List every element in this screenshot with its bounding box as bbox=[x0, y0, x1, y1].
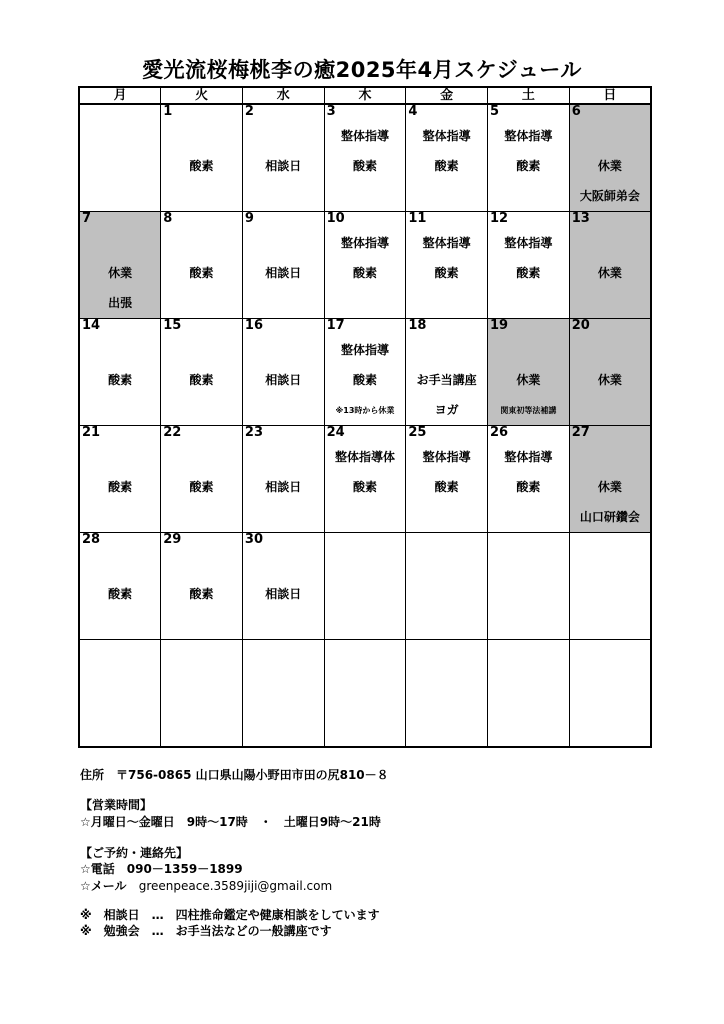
calendar-day-cell bbox=[161, 104, 243, 212]
calendar-day-cell bbox=[242, 640, 324, 748]
calendar-day-cell bbox=[161, 426, 243, 533]
calendar-day-cell bbox=[406, 640, 488, 748]
day-event-2: 休業 bbox=[597, 373, 622, 387]
day-number: 27 bbox=[571, 425, 590, 440]
day-number: 25 bbox=[408, 425, 427, 440]
email-line bbox=[80, 877, 332, 894]
day-event-2: 酸素 bbox=[108, 587, 133, 601]
calendar-day-cell bbox=[488, 640, 570, 748]
calendar-day-cell bbox=[79, 426, 161, 533]
day-event-2: 酸素 bbox=[516, 266, 541, 280]
day-event-3: ヨガ bbox=[434, 403, 459, 417]
email-address[interactable]: greenpeace.3589jiji@gmail.com bbox=[138, 879, 333, 893]
day-number: 13 bbox=[571, 211, 590, 226]
day-event-1: 整体指導 bbox=[340, 343, 389, 357]
day-number: 29 bbox=[163, 532, 182, 547]
calendar-day-cell bbox=[406, 319, 488, 426]
calendar-day-cell bbox=[569, 104, 651, 212]
calendar-week-row bbox=[79, 104, 651, 212]
weekday-fri: 金 bbox=[406, 87, 488, 104]
calendar-day-cell bbox=[79, 212, 161, 319]
day-number: 2 bbox=[244, 104, 254, 119]
day-number: 24 bbox=[326, 425, 345, 440]
day-number: 22 bbox=[163, 425, 182, 440]
calendar-day-cell bbox=[79, 104, 161, 212]
calendar-table bbox=[78, 86, 652, 748]
day-number: 11 bbox=[408, 211, 427, 226]
day-number: 18 bbox=[408, 318, 427, 333]
day-event-2: 休業 bbox=[597, 480, 622, 494]
day-number: 16 bbox=[244, 318, 263, 333]
day-number: 19 bbox=[490, 318, 509, 333]
day-event-2: 相談日 bbox=[265, 587, 302, 601]
day-event-2: 酸素 bbox=[189, 373, 214, 387]
note-consultation: ※ 相談日 … 四柱推命鑑定や健康相談をしています bbox=[80, 908, 380, 922]
weekday-mon: 月 bbox=[79, 87, 161, 104]
calendar-week-row bbox=[79, 212, 651, 319]
day-event-1: 整体指導 bbox=[422, 450, 471, 464]
day-event-3: 山口研鑽会 bbox=[579, 510, 640, 524]
calendar-day-cell bbox=[161, 212, 243, 319]
note-study-group: ※ 勉強会 … お手当法などの一般講座です bbox=[80, 924, 332, 938]
day-event-2: お手当講座 bbox=[416, 373, 477, 387]
day-event-2: 休業 bbox=[516, 373, 541, 387]
day-number: 26 bbox=[490, 425, 509, 440]
day-event-3: ※13時から休業 bbox=[335, 406, 395, 415]
day-event-1: 整体指導 bbox=[504, 450, 553, 464]
calendar-day-cell bbox=[242, 212, 324, 319]
day-event-2: 酸素 bbox=[434, 480, 459, 494]
calendar-day-cell bbox=[406, 533, 488, 640]
calendar-day-cell bbox=[242, 533, 324, 640]
day-number: 21 bbox=[82, 425, 101, 440]
day-number: 7 bbox=[82, 211, 92, 226]
day-event-2: 酸素 bbox=[352, 159, 377, 173]
calendar-week-row bbox=[79, 426, 651, 533]
day-event-2: 酸素 bbox=[352, 373, 377, 387]
calendar-day-cell bbox=[569, 212, 651, 319]
day-event-1: 整体指導 bbox=[504, 129, 553, 143]
calendar-day-cell bbox=[324, 533, 406, 640]
day-event-2: 酸素 bbox=[189, 159, 214, 173]
weekday-sat: 土 bbox=[488, 87, 570, 104]
day-event-2: 酸素 bbox=[434, 159, 459, 173]
day-event-2: 酸素 bbox=[352, 480, 377, 494]
day-event-2: 酸素 bbox=[189, 480, 214, 494]
day-event-2: 酸素 bbox=[516, 159, 541, 173]
calendar-day-cell bbox=[406, 104, 488, 212]
calendar-day-cell bbox=[324, 319, 406, 426]
day-number: 9 bbox=[244, 211, 254, 226]
day-number: 20 bbox=[571, 318, 590, 333]
calendar-day-cell bbox=[406, 426, 488, 533]
day-event-3: 出張 bbox=[108, 296, 133, 310]
weekday-sun: 日 bbox=[569, 87, 651, 104]
day-number: 28 bbox=[82, 532, 101, 547]
address: 住所 〒756-0865 山口県山陽小野田市田の尻810－８ bbox=[80, 768, 389, 782]
day-event-1: 整体指導 bbox=[422, 129, 471, 143]
day-event-3: 関東初等法補講 bbox=[500, 406, 557, 415]
calendar-day-cell bbox=[569, 426, 651, 533]
day-number: 8 bbox=[163, 211, 173, 226]
day-event-2: 酸素 bbox=[189, 266, 214, 280]
email-label: ☆メール bbox=[80, 879, 127, 893]
day-event-3: 大阪師弟会 bbox=[579, 189, 640, 203]
day-event-2: 休業 bbox=[597, 266, 622, 280]
day-event-2: 相談日 bbox=[265, 480, 302, 494]
day-number: 4 bbox=[408, 104, 418, 119]
calendar-day-cell bbox=[488, 212, 570, 319]
day-number: 5 bbox=[490, 104, 500, 119]
weekday-wed: 水 bbox=[242, 87, 324, 104]
day-number: 15 bbox=[163, 318, 182, 333]
day-event-1: 整体指導 bbox=[340, 129, 389, 143]
calendar-day-cell bbox=[569, 533, 651, 640]
weekday-tue: 火 bbox=[161, 87, 243, 104]
day-event-2: 相談日 bbox=[265, 266, 302, 280]
calendar-day-cell bbox=[488, 533, 570, 640]
calendar-day-cell bbox=[324, 640, 406, 748]
day-number: 12 bbox=[490, 211, 509, 226]
calendar-day-cell bbox=[324, 212, 406, 319]
day-event-1: 整体指導 bbox=[504, 236, 553, 250]
day-number: 1 bbox=[163, 104, 173, 119]
contact-heading: 【ご予約・連絡先】 bbox=[80, 846, 189, 860]
calendar-day-cell bbox=[242, 426, 324, 533]
calendar-week-row bbox=[79, 319, 651, 426]
day-event-2: 酸素 bbox=[516, 480, 541, 494]
calendar-day-cell bbox=[324, 104, 406, 212]
day-event-2: 休業 bbox=[597, 159, 622, 173]
day-event-2: 相談日 bbox=[265, 159, 302, 173]
weekday-header-row bbox=[79, 87, 651, 104]
day-number: 14 bbox=[82, 318, 101, 333]
day-event-2: 休業 bbox=[108, 266, 133, 280]
calendar-day-cell bbox=[79, 319, 161, 426]
calendar-day-cell bbox=[161, 533, 243, 640]
calendar-week-row bbox=[79, 533, 651, 640]
calendar-day-cell bbox=[161, 640, 243, 748]
weekday-thu: 木 bbox=[324, 87, 406, 104]
calendar-day-cell bbox=[488, 426, 570, 533]
day-number: 6 bbox=[571, 104, 581, 119]
day-event-2: 酸素 bbox=[108, 373, 133, 387]
business-hours: ☆月曜日～金曜日 9時～17時 ・ 土曜日9時～21時 bbox=[80, 815, 381, 829]
day-event-2: 酸素 bbox=[108, 480, 133, 494]
calendar-day-cell bbox=[242, 319, 324, 426]
day-number: 23 bbox=[244, 425, 263, 440]
calendar-day-cell bbox=[161, 319, 243, 426]
day-event-2: 酸素 bbox=[189, 587, 214, 601]
day-event-1: 整体指導体 bbox=[334, 450, 395, 464]
calendar-day-cell bbox=[569, 640, 651, 748]
calendar-day-cell bbox=[324, 426, 406, 533]
calendar-day-cell bbox=[79, 640, 161, 748]
day-number: 30 bbox=[244, 532, 263, 547]
calendar-day-cell bbox=[569, 319, 651, 426]
day-event-1: 整体指導 bbox=[340, 236, 389, 250]
calendar-week-row bbox=[79, 640, 651, 748]
page-title: 愛光流桜梅桃李の癒2025年4月スケジュール bbox=[142, 58, 582, 82]
day-number: 17 bbox=[326, 318, 345, 333]
hours-heading: 【営業時間】 bbox=[80, 798, 153, 812]
day-event-2: 相談日 bbox=[265, 373, 302, 387]
calendar-day-cell bbox=[488, 319, 570, 426]
calendar-day-cell bbox=[406, 212, 488, 319]
day-number: 10 bbox=[326, 211, 345, 226]
calendar-day-cell bbox=[488, 104, 570, 212]
day-number: 3 bbox=[326, 104, 336, 119]
calendar-day-cell bbox=[79, 533, 161, 640]
day-event-2: 酸素 bbox=[434, 266, 459, 280]
day-event-2: 酸素 bbox=[352, 266, 377, 280]
calendar-day-cell bbox=[242, 104, 324, 212]
phone-number: ☆電話 090－1359－1899 bbox=[80, 862, 243, 876]
day-event-1: 整体指導 bbox=[422, 236, 471, 250]
